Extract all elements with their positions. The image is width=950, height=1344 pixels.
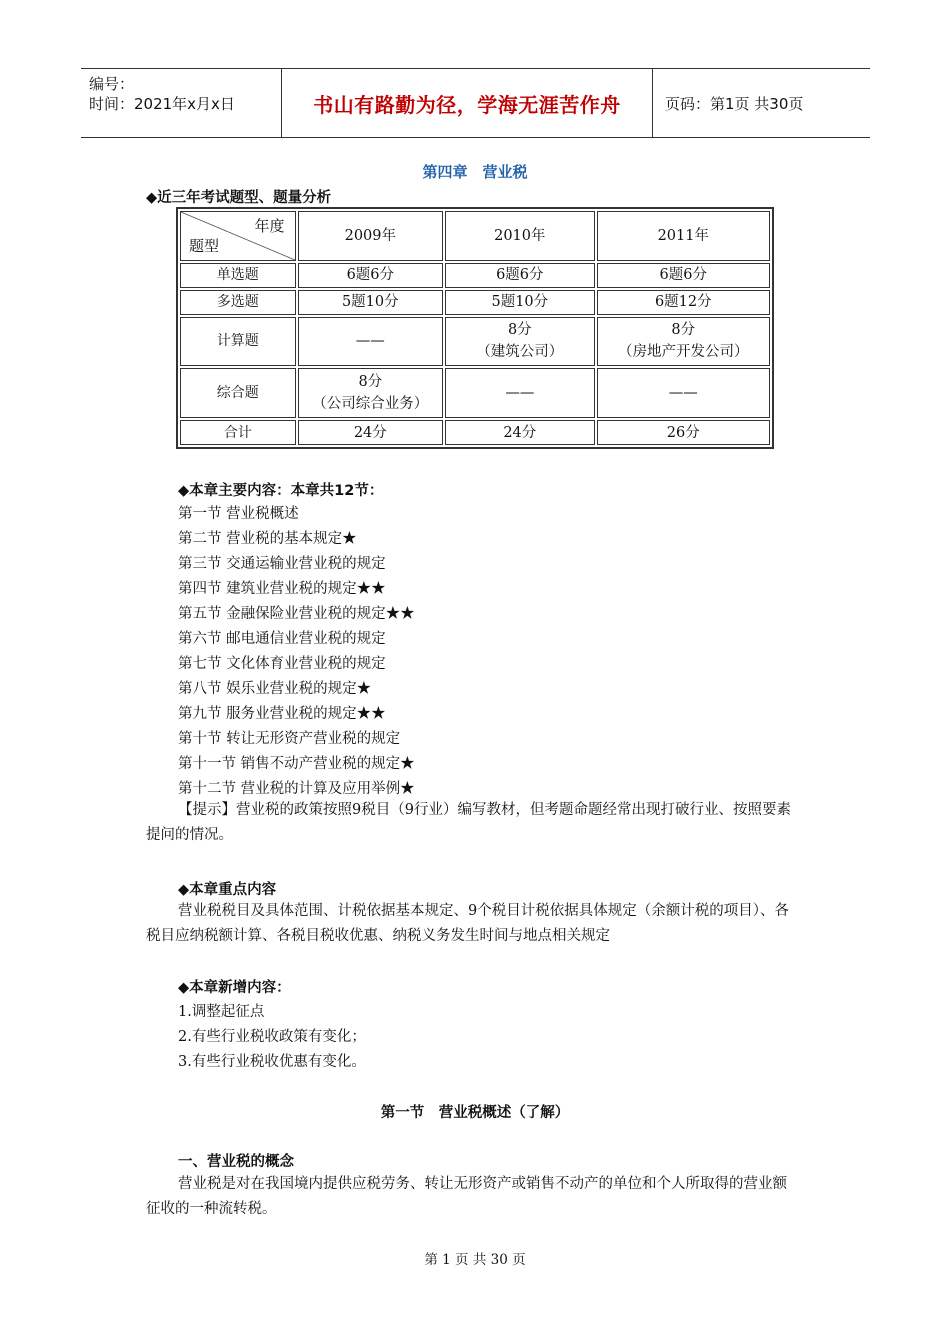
table-cell: 5题10分 — [298, 290, 444, 315]
section-list-item: 第四节 建筑业营业税的规定★★ — [178, 581, 386, 597]
table-cell: 5题10分 — [445, 290, 595, 315]
cell-line: （房地产开发公司） — [618, 344, 749, 361]
table-cell: 24分 — [445, 420, 595, 445]
table-cell: 6题6分 — [597, 263, 770, 288]
section-list-item: 第三节 交通运输业营业税的规定 — [178, 556, 386, 572]
year-header: 2009年 — [298, 211, 444, 261]
table-corner-cell — [180, 211, 296, 261]
section-list-item: 第十节 转让无形资产营业税的规定 — [178, 731, 401, 747]
table-cell: —— — [597, 368, 770, 418]
new-content-heading: ◆本章新增内容： — [178, 980, 291, 996]
section-list-item: 第六节 邮电通信业营业税的规定 — [178, 631, 386, 647]
new-content-item: 3.有些行业税收优惠有变化。 — [178, 1054, 366, 1070]
chapter-title: 第四章 营业税 — [422, 163, 528, 181]
section-list-item: 第十一节 销售不动产营业税的规定★ — [178, 756, 415, 772]
section-list-item: 第九节 服务业营业税的规定★★ — [178, 706, 386, 722]
table-cell — [597, 317, 770, 367]
section-list-item: 第八节 娱乐业营业税的规定★ — [178, 681, 372, 697]
page-footer: 第 1 页 共 30 页 — [424, 1252, 526, 1268]
table-cell — [445, 317, 595, 367]
table-row — [180, 263, 770, 288]
table-cell — [298, 368, 444, 418]
section-list-item: 第十二节 营业税的计算及应用举例★ — [178, 781, 415, 797]
exam-analysis-table — [176, 207, 774, 449]
table-header-row — [180, 211, 770, 261]
key-points-heading: ◆本章重点内容 — [178, 882, 277, 898]
main-content-heading: ◆本章主要内容：本章共12节： — [178, 483, 384, 499]
row-type: 综合题 — [180, 368, 296, 418]
table-total-row — [180, 420, 770, 445]
row-type: 计算题 — [180, 317, 296, 367]
cell-line: （建筑公司） — [476, 344, 564, 361]
section-list-item: 第七节 文化体育业营业税的规定 — [178, 656, 386, 672]
new-content-item: 2.有些行业税收政策有变化； — [178, 1029, 366, 1045]
cell-line: （公司综合业务） — [312, 396, 429, 413]
corner-type-label: 题型 — [189, 236, 220, 255]
section-list-item: 第五节 金融保险业营业税的规定★★ — [178, 606, 415, 622]
header-motto: 书山有路勤为径，学海无涯苦作舟 — [313, 92, 621, 117]
table-cell: 6题12分 — [597, 290, 770, 315]
table-row — [180, 368, 770, 418]
table-row — [180, 290, 770, 315]
section1-paragraph: 营业税是对在我国境内提供应税劳务、转让无形资产或销售不动产的单位和个人所取得的营业额征收的一种流转税。 — [146, 1176, 787, 1217]
row-type: 合计 — [180, 420, 296, 445]
section-list-item: 第一节 营业税概述 — [178, 506, 299, 522]
year-header: 2010年 — [445, 211, 595, 261]
row-type: 单选题 — [180, 263, 296, 288]
section-list-item: 第二节 营业税的基本规定★ — [178, 531, 357, 547]
table-cell: 26分 — [597, 420, 770, 445]
table-cell: —— — [298, 317, 444, 367]
tip-paragraph: 【提示】营业税的政策按照9税目（9行业）编写教材，但考题命题经常出现打破行业、按照要素提问的情况。 — [146, 802, 791, 843]
header-page-info: 页码：第1页 共30页 — [665, 94, 804, 113]
analysis-heading: ◆近三年考试题型、题量分析 — [146, 190, 332, 206]
header-code: 编号： — [89, 75, 135, 93]
table-cell: —— — [445, 368, 595, 418]
header-date: 时间：2021年x月x日 — [89, 95, 235, 113]
header-meta — [81, 69, 282, 137]
new-content-item: 1.调整起征点 — [178, 1004, 265, 1020]
cell-line: 8分 — [507, 322, 532, 339]
table-cell: 24分 — [298, 420, 444, 445]
header-page-cell — [653, 69, 870, 137]
page-header — [81, 68, 870, 138]
table-cell: 6题6分 — [445, 263, 595, 288]
header-motto-cell — [282, 69, 653, 137]
corner-year-label: 年度 — [254, 217, 285, 235]
section1-title: 第一节 营业税概述（了解） — [380, 1105, 570, 1121]
key-points-paragraph: 营业税税目及具体范围、计税依据基本规定、9个税目计税依据具体规定（余额计税的项目）、各税目应纳税额计算、各税目税收优惠、纳税义务发生时间与地点相关规定 — [146, 903, 789, 944]
table-row — [180, 317, 770, 367]
table-cell: 6题6分 — [298, 263, 444, 288]
row-type: 多选题 — [180, 290, 296, 315]
section1-subheading: 一、营业税的概念 — [178, 1154, 294, 1170]
cell-line: 8分 — [358, 374, 383, 391]
year-header: 2011年 — [597, 211, 770, 261]
cell-line: 8分 — [671, 322, 696, 339]
